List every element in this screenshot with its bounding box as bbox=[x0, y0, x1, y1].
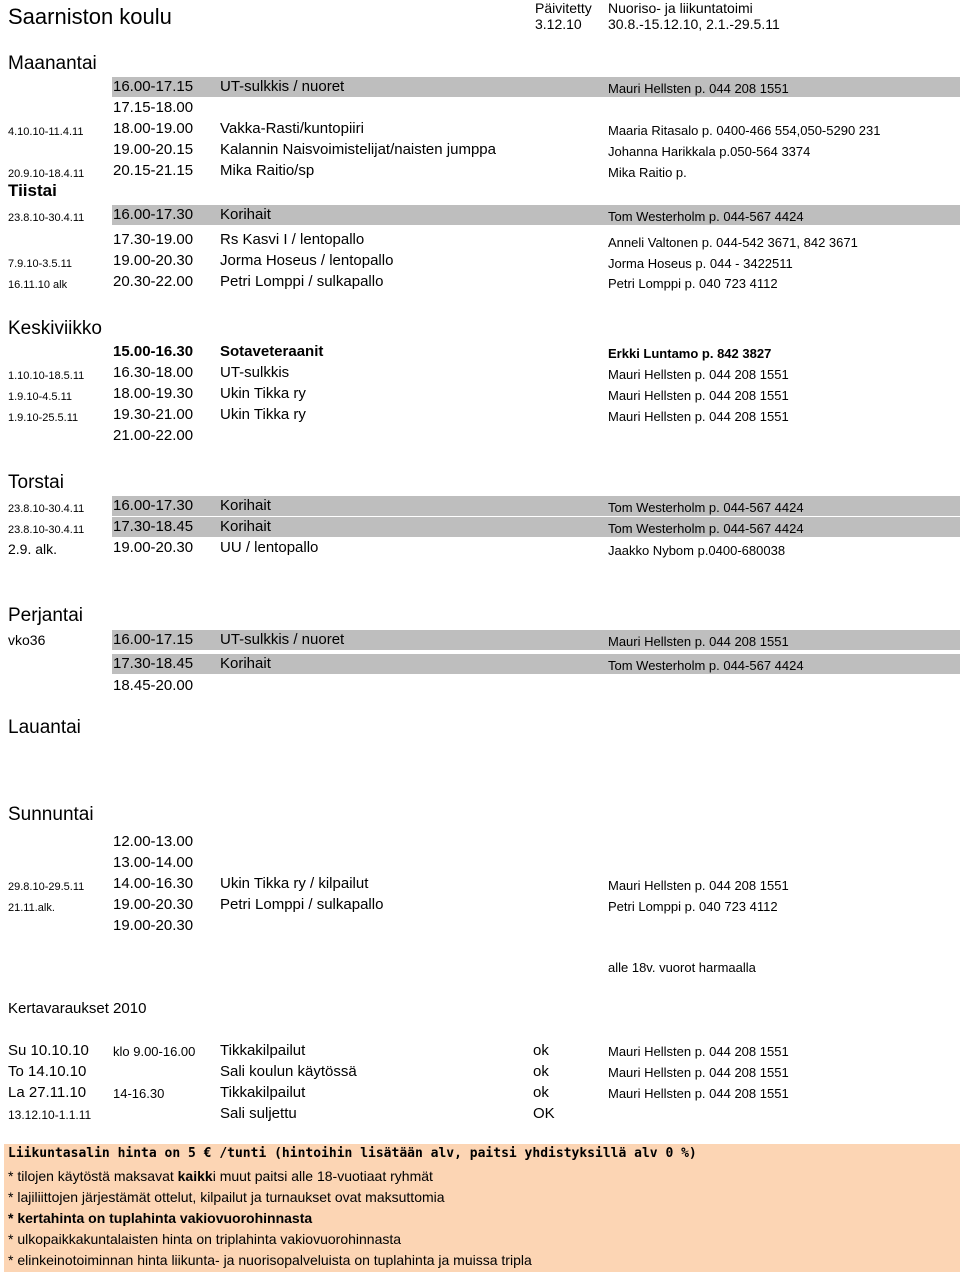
booking-event: Sali suljettu bbox=[220, 1105, 297, 1122]
booking-status: OK bbox=[533, 1105, 555, 1122]
row-time: 15.00-16.30 bbox=[113, 343, 194, 360]
row-contact: Erkki Luntamo p. 842 3827 bbox=[608, 346, 772, 361]
row-date: 21.11.alk. bbox=[8, 902, 55, 914]
booking-date: To 14.10.10 bbox=[8, 1063, 87, 1080]
row-time: 13.00-14.00 bbox=[113, 854, 194, 871]
schedule-row bbox=[0, 230, 960, 250]
row-activity: UT-sulkkis / nuoret bbox=[220, 631, 345, 648]
booking-row bbox=[0, 1042, 960, 1062]
row-contact: Mauri Hellsten p. 044 208 1551 bbox=[608, 878, 789, 893]
booking-event: Tikkakilpailut bbox=[220, 1042, 306, 1059]
row-date: 4.10.10-11.4.11 bbox=[8, 126, 84, 138]
row-time: 14.00-16.30 bbox=[113, 875, 194, 892]
row-activity: Ukin Tikka ry bbox=[220, 406, 306, 423]
pricing-line: * elinkeinotoiminnan hinta liikunta- ja nuorisopalveluista on tuplahinta ja muissa tripla bbox=[8, 1252, 532, 1268]
booking-time: klo 9.00-16.00 bbox=[113, 1044, 196, 1059]
row-date: vko36 bbox=[8, 632, 46, 648]
row-activity: Rs Kasvi I / lentopallo bbox=[220, 231, 365, 248]
schedule-row bbox=[0, 895, 960, 915]
booking-row bbox=[0, 1105, 960, 1125]
updated-label: Päivitetty bbox=[535, 0, 592, 16]
row-activity: Ukin Tikka ry bbox=[220, 385, 306, 402]
pricing-line: * ulkopaikkakuntalaisten hinta on triplahinta vakiovuorohinnasta bbox=[8, 1231, 402, 1247]
day-heading-wednesday: Keskiviikko bbox=[8, 318, 102, 339]
row-activity: Sotaveteraanit bbox=[220, 343, 324, 360]
row-time: 16.00-17.15 bbox=[113, 78, 194, 95]
row-time: 21.00-22.00 bbox=[113, 427, 194, 444]
booking-status: ok bbox=[533, 1084, 549, 1101]
row-contact: Mauri Hellsten p. 044 208 1551 bbox=[608, 634, 789, 649]
row-time: 16.00-17.15 bbox=[113, 631, 194, 648]
booking-contact: Mauri Hellsten p. 044 208 1551 bbox=[608, 1065, 789, 1080]
row-activity: Kalannin Naisvoimistelijat/naisten jumppa bbox=[220, 141, 496, 158]
organization: Nuoriso- ja liikuntatoimi bbox=[608, 0, 753, 16]
pricing-line: * lajiliittojen järjestämät ottelut, kilpailut ja turnaukset ovat maksuttomia bbox=[8, 1189, 445, 1205]
period: 30.8.-15.12.10, 2.1.-29.5.11 bbox=[608, 16, 780, 32]
row-time: 19.00-20.30 bbox=[113, 252, 194, 269]
schedule-row bbox=[0, 630, 960, 650]
pricing-line-part: i muut paitsi alle 18-vuotiaat ryhmät bbox=[212, 1168, 433, 1184]
row-contact: Johanna Harikkala p.050-564 3374 bbox=[608, 144, 811, 159]
row-time: 20.15-21.15 bbox=[113, 162, 194, 179]
row-time: 17.30-18.45 bbox=[113, 655, 194, 672]
schedule-row bbox=[0, 538, 960, 558]
booking-date: La 27.11.10 bbox=[8, 1084, 87, 1101]
row-time: 12.00-13.00 bbox=[113, 833, 194, 850]
booking-status: ok bbox=[533, 1042, 549, 1059]
schedule-row bbox=[0, 676, 960, 696]
under18-note: alle 18v. vuorot harmaalla bbox=[608, 960, 756, 975]
schedule-row bbox=[0, 405, 960, 425]
row-time: 16.00-17.30 bbox=[113, 497, 194, 514]
row-time: 19.00-20.30 bbox=[113, 917, 194, 934]
one-time-bookings-title: Kertavaraukset 2010 bbox=[8, 1000, 147, 1017]
booking-event: Sali koulun käytössä bbox=[220, 1063, 357, 1080]
booking-row bbox=[0, 1084, 960, 1104]
row-date: 23.8.10-30.4.11 bbox=[8, 524, 85, 536]
schedule-row bbox=[0, 140, 960, 160]
schedule-row bbox=[0, 251, 960, 271]
pricing-line: * kertahinta on tuplahinta vakiovuorohinnasta bbox=[8, 1210, 313, 1226]
row-time: 18.00-19.00 bbox=[113, 120, 194, 137]
day-heading-thursday: Torstai bbox=[8, 472, 64, 493]
row-time: 18.45-20.00 bbox=[113, 677, 194, 694]
pricing-line bbox=[8, 1168, 433, 1184]
day-heading-tuesday: Tiistai bbox=[8, 181, 57, 200]
row-time: 16.00-17.30 bbox=[113, 206, 194, 223]
schedule-row bbox=[0, 98, 960, 118]
day-heading-sunday: Sunnuntai bbox=[8, 804, 94, 825]
booking-row bbox=[0, 1063, 960, 1083]
row-activity: Korihait bbox=[220, 655, 271, 672]
schedule-row bbox=[0, 384, 960, 404]
row-time: 19.00-20.30 bbox=[113, 896, 194, 913]
row-time: 18.00-19.30 bbox=[113, 385, 194, 402]
row-time: 16.30-18.00 bbox=[113, 364, 194, 381]
row-contact: Maaria Ritasalo p. 0400-466 554,050-5290 231 bbox=[608, 123, 881, 138]
schedule-row bbox=[0, 342, 960, 362]
row-date: 29.8.10-29.5.11 bbox=[8, 881, 85, 893]
row-date: 1.9.10-4.5.11 bbox=[8, 391, 73, 403]
row-contact: Mauri Hellsten p. 044 208 1551 bbox=[608, 409, 789, 424]
row-date: 7.9.10-3.5.11 bbox=[8, 258, 73, 270]
row-activity: Ukin Tikka ry / kilpailut bbox=[220, 875, 369, 892]
row-contact: Mika Raitio p. bbox=[608, 165, 687, 180]
row-date: 23.8.10-30.4.11 bbox=[8, 212, 85, 224]
row-activity: Vakka-Rasti/kuntopiiri bbox=[220, 120, 364, 137]
booking-time: 14-16.30 bbox=[113, 1086, 165, 1101]
row-contact: Jaakko Nybom p.0400-680038 bbox=[608, 543, 786, 558]
row-activity: Petri Lomppi / sulkapallo bbox=[220, 896, 384, 913]
schedule-row bbox=[0, 853, 960, 873]
schedule-row bbox=[0, 916, 960, 936]
booking-date: 13.12.10-1.1.11 bbox=[8, 1108, 92, 1122]
row-contact: Tom Westerholm p. 044-567 4424 bbox=[608, 521, 804, 536]
row-contact: Petri Lomppi p. 040 723 4112 bbox=[608, 899, 778, 914]
row-time: 20.30-22.00 bbox=[113, 273, 194, 290]
row-time: 19.00-20.30 bbox=[113, 539, 194, 556]
row-date: 1.10.10-18.5.11 bbox=[8, 370, 85, 382]
row-date: 1.9.10-25.5.11 bbox=[8, 412, 79, 424]
schedule-row bbox=[0, 205, 960, 225]
schedule-row bbox=[0, 119, 960, 139]
row-date: 23.8.10-30.4.11 bbox=[8, 503, 85, 515]
schedule-row bbox=[0, 654, 960, 674]
booking-contact: Mauri Hellsten p. 044 208 1551 bbox=[608, 1044, 789, 1059]
row-contact: Anneli Valtonen p. 044-542 3671, 842 3671 bbox=[608, 235, 858, 250]
row-contact: Tom Westerholm p. 044-567 4424 bbox=[608, 209, 804, 224]
schedule-row bbox=[0, 517, 960, 537]
row-contact: Petri Lomppi p. 040 723 4112 bbox=[608, 276, 778, 291]
row-activity: Korihait bbox=[220, 518, 271, 535]
row-activity: Korihait bbox=[220, 206, 271, 223]
day-heading-friday: Perjantai bbox=[8, 605, 83, 626]
row-contact: Mauri Hellsten p. 044 208 1551 bbox=[608, 81, 789, 96]
row-time: 19.00-20.15 bbox=[113, 141, 194, 158]
booking-event: Tikkakilpailut bbox=[220, 1084, 306, 1101]
row-activity: UU / lentopallo bbox=[220, 539, 319, 556]
row-activity: Jorma Hoseus / lentopallo bbox=[220, 252, 394, 269]
row-contact: Mauri Hellsten p. 044 208 1551 bbox=[608, 388, 789, 403]
pricing-line-part: * tilojen käytöstä maksavat bbox=[8, 1168, 178, 1184]
row-activity: Korihait bbox=[220, 497, 271, 514]
schedule-row bbox=[0, 161, 960, 181]
row-time: 17.30-18.45 bbox=[113, 518, 194, 535]
day-heading-monday: Maanantai bbox=[8, 53, 97, 74]
row-activity: Mika Raitio/sp bbox=[220, 162, 315, 179]
day-heading-saturday: Lauantai bbox=[8, 717, 81, 738]
row-date: 20.9.10-18.4.11 bbox=[8, 168, 85, 180]
page-title: Saarniston koulu bbox=[8, 4, 172, 29]
schedule-row bbox=[0, 363, 960, 383]
booking-contact: Mauri Hellsten p. 044 208 1551 bbox=[608, 1086, 789, 1101]
schedule-row bbox=[0, 272, 960, 292]
pricing-headline: Liikuntasalin hinta on 5 € /tunti (hintoihin lisätään alv, paitsi yhdistyksillä alv 0 %) bbox=[8, 1146, 697, 1161]
row-date: 16.11.10 alk bbox=[8, 279, 68, 291]
row-time: 17.30-19.00 bbox=[113, 231, 194, 248]
schedule-row bbox=[0, 874, 960, 894]
booking-status: ok bbox=[533, 1063, 549, 1080]
row-contact: Mauri Hellsten p. 044 208 1551 bbox=[608, 367, 789, 382]
updated-date: 3.12.10 bbox=[535, 16, 582, 32]
schedule-row bbox=[0, 77, 960, 97]
row-activity: Petri Lomppi / sulkapallo bbox=[220, 273, 384, 290]
pricing-line-emphasis: kaikk bbox=[177, 1168, 213, 1184]
row-contact: Tom Westerholm p. 044-567 4424 bbox=[608, 658, 804, 673]
schedule-row bbox=[0, 426, 960, 446]
schedule-row bbox=[0, 832, 960, 852]
booking-date: Su 10.10.10 bbox=[8, 1042, 89, 1059]
row-time: 19.30-21.00 bbox=[113, 406, 194, 423]
row-date: 2.9. alk. bbox=[8, 541, 58, 557]
row-activity: UT-sulkkis bbox=[220, 364, 290, 381]
schedule-row bbox=[0, 496, 960, 516]
row-activity: UT-sulkkis / nuoret bbox=[220, 78, 345, 95]
row-contact: Tom Westerholm p. 044-567 4424 bbox=[608, 500, 804, 515]
row-contact: Jorma Hoseus p. 044 - 3422511 bbox=[608, 256, 793, 271]
row-time: 17.15-18.00 bbox=[113, 99, 194, 116]
